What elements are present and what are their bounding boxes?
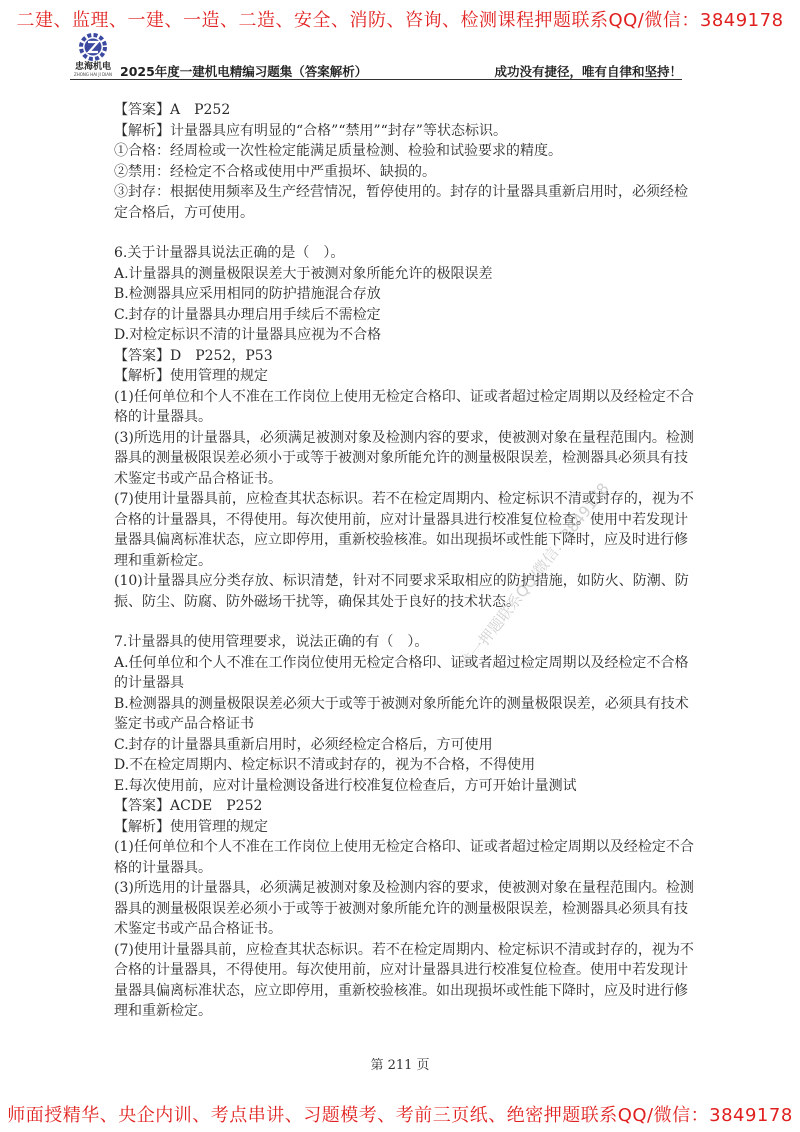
promo-banner-top: 二建、监理、一建、一造、二造、安全、消防、咨询、检测课程押题联系QQ/微信：3849178: [16, 10, 784, 31]
option-line: A.任何单位和个人不准在工作岗位使用无检定合格印、证或者超过检定周期以及经检定不合格的计量器具: [114, 654, 689, 691]
analysis-item: (7)使用计量器具前，应检查其状态标识。若不在检定周期内、检定标识不清或封存的，视为不合格的计量器具，不得使用。每次使用前，应对计量器具进行校准复位检查。使用中若发现计量器具偏离标准状态，应立即停用，重新校验核准。如出现损坏或性能下降时，应及时进行修理和重新检定。: [114, 941, 694, 1019]
header-slogan: 成功没有捷径，唯有自律和坚持！: [494, 64, 682, 79]
option-line: B.检测器具的测量极限误差必须大于或等于被测对象所能允许的测量极限误差，必须具有技术鉴定书或产品合格证书: [114, 695, 689, 732]
logo: [70, 32, 116, 82]
body-line: ②禁用：经检定不合格或使用中严重损坏、缺损的。: [114, 163, 436, 180]
logo-subtitle: ZHONG HAI JI DIAN: [73, 72, 113, 77]
header-divider: [70, 79, 682, 80]
analysis-heading: 【解析】计量器具应有明显的“合格”“禁用”“封存”等状态标识。: [114, 122, 507, 139]
paragraph-gap: [114, 223, 694, 243]
option-line: D.不在检定周期内、检定标识不清或封存的，视为不合格，不得使用: [114, 757, 536, 773]
analysis-item: (3)所选用的计量器具，必须满足被测对象及检测内容的要求，使被测对象在量程范围内。检测器具的测量极限误差必须小于或等于被测对象所能允许的测量极限误差，检测器具必须具有技术鉴定书或产品合格证书。: [114, 880, 694, 937]
analysis-item: (1)任何单位和个人不准在工作岗位上使用无检定合格印、证或者超过检定周期以及经检定不合格的计量器具。: [114, 388, 694, 425]
analysis-heading: 【解析】使用管理的规定: [114, 368, 268, 384]
answer-line: 【答案】D P252，P53: [114, 347, 273, 364]
promo-banner-bottom: 师面授精华、央企内训、考点串讲、习题模考、考前三页纸、绝密押题联系QQ/微信：3849178: [7, 1105, 793, 1126]
question-stem: 7.计量器具的使用管理要求，说法正确的有（ ）。: [114, 634, 429, 650]
option-line: D.对检定标识不清的计量器具应视为不合格: [114, 327, 382, 343]
analysis-item: (7)使用计量器具前，应检查其状态标识。若不在检定周期内、检定标识不清或封存的，视为不合格的计量器具，不得使用。每次使用前，应对计量器具进行校准复位检查。使用中若发现计量器具偏离标准状态，应立即停用，重新校验核准。如出现损坏或性能下降时，应及时进行修理和重新检定。: [114, 491, 694, 569]
question-stem: 6.关于计量器具说法正确的是（ ）。: [114, 245, 345, 261]
analysis-item: (3)所选用的计量器具，必须满足被测对象及检测内容的要求，使被测对象在量程范围内。检测器具的测量极限误差必须小于或等于被测对象所能允许的测量极限误差，检测器具必须具有技术鉴定书或产品合格证书。: [114, 429, 694, 487]
document-title: 2025年度一建机电精编习题集（答案解析）: [120, 64, 368, 79]
answer-line: 【答案】A P252: [114, 102, 231, 118]
option-line: C.封存的计量器具重新启用时，必须经检定合格后，方可使用: [114, 736, 493, 753]
analysis-heading: 【解析】使用管理的规定: [114, 818, 268, 835]
analysis-item: (1)任何单位和个人不准在工作岗位上使用无检定合格印、证或者超过检定周期以及经检定不合格的计量器具。: [114, 839, 694, 876]
analysis-item: (10)计量器具应分类存放、标识清楚，针对不同要求采取相应的防护措施，如防火、防潮、防振、防尘、防腐、防外磁场干扰等，确保其处于良好的技术状态。: [114, 573, 689, 610]
answer-line: 【答案】ACDE P252: [114, 798, 263, 814]
watermark: 唯一押题联系QQ/微信：3849178: [456, 479, 613, 673]
document-body: [114, 100, 694, 1022]
page-number: 第 211 页: [370, 1058, 430, 1073]
body-line: ①合格：经周检或一次性检定能满足质量检测、检验和试验要求的精度。: [114, 143, 562, 159]
option-line: B.检测器具应采用相同的防护措施混合存放: [114, 286, 381, 302]
paragraph-gap: [114, 612, 694, 632]
gear-logo-icon: [76, 32, 110, 62]
option-line: A.计量器具的测量极限误差大于被测对象所能允许的极限误差: [114, 265, 493, 282]
body-line: ③封存：根据使用频率及生产经营情况，暂停使用的。封存的计量器具重新启用时，必须经检定合格后，方可使用。: [114, 184, 688, 221]
logo-name: 忠海机电: [74, 62, 111, 72]
page-header: [70, 32, 682, 82]
option-line: E.每次使用前，应对计量检测设备进行校准复位检查后，方可开始计量测试: [114, 777, 577, 794]
option-line: C.封存的计量器具办理启用手续后不需检定: [114, 306, 381, 323]
